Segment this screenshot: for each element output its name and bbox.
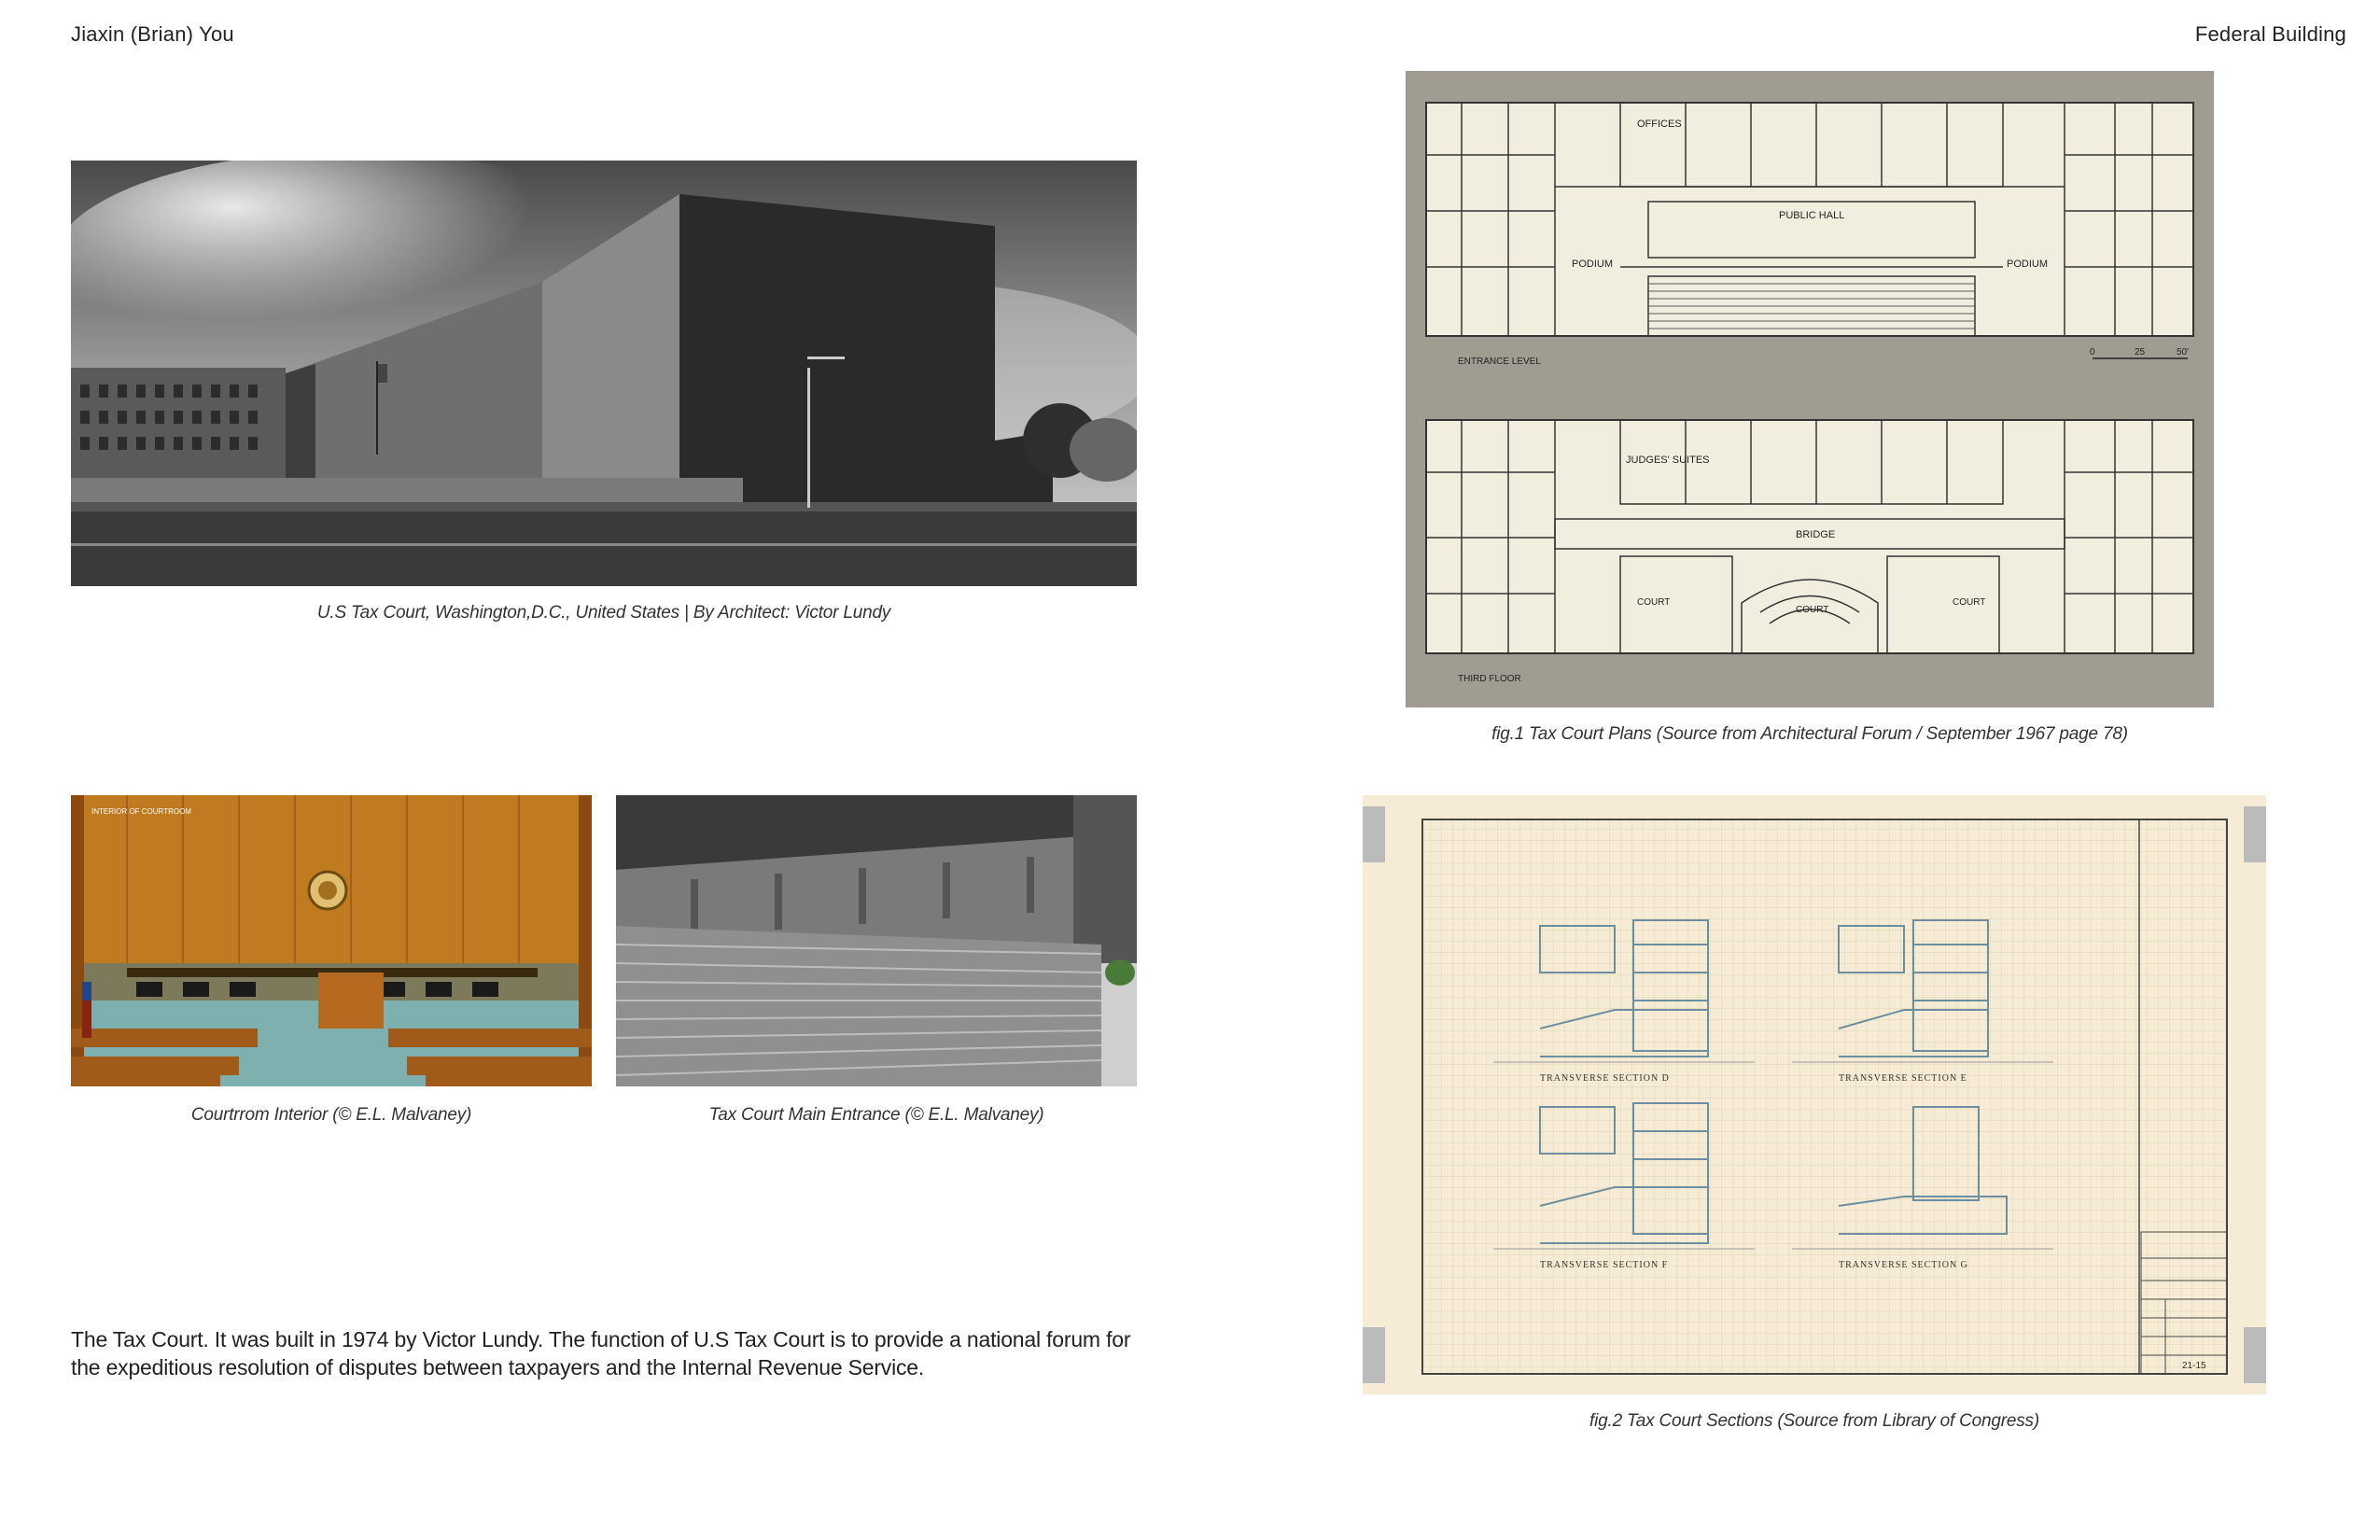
plan-label-bridge: BRIDGE <box>1796 529 1836 540</box>
section-label-d: TRANSVERSE SECTION D <box>1540 1073 1670 1084</box>
courtroom-caption: Courtrrom Interior (© E.L. Malvaney) <box>190 1105 472 1125</box>
section-sheet-number: 21-15 <box>2182 1361 2206 1371</box>
plan-label-third-floor: THIRD FLOOR <box>1458 674 1521 684</box>
plans-caption: fig.1 Tax Court Plans (Source from Architectural Forum / September 1967 page 78) <box>1491 724 2128 744</box>
section-label-g: TRANSVERSE SECTION G <box>1839 1260 1968 1270</box>
body-paragraph: The Tax Court. It was built in 1974 by Victor Lundy. The function of U.S Tax Court is to provide a national forum for the expeditious resolution of disputes between taxpayers and the Internal Revenue Service. <box>71 1327 1131 1379</box>
sections-caption: fig.2 Tax Court Sections (Source from Library of Congress) <box>1589 1411 2039 1431</box>
plan-label-judges-suites: JUDGES' SUITES <box>1626 455 1710 466</box>
plans-figure <box>1406 71 2214 707</box>
plan-label-court-right: COURT <box>1953 597 1986 608</box>
sections-figure <box>1363 795 2266 1394</box>
plan-label-court-center: COURT <box>1796 605 1829 615</box>
entrance-photo <box>616 795 1137 1086</box>
plan-label-court-left: COURT <box>1637 597 1671 608</box>
section-label-f: TRANSVERSE SECTION F <box>1540 1260 1669 1270</box>
plan-scale-25: 25 <box>2135 347 2146 357</box>
exterior-photo <box>71 161 1137 586</box>
plan-label-podium-left: PODIUM <box>1572 259 1613 270</box>
project-title: Federal Building <box>2194 22 2346 46</box>
plan-label-offices-upper: OFFICES <box>1637 119 1682 130</box>
plan-label-entrance-level: ENTRANCE LEVEL <box>1458 357 1541 367</box>
plan-scale-50: 50' <box>2177 347 2190 357</box>
section-label-e: TRANSVERSE SECTION E <box>1839 1073 1967 1084</box>
plan-label-public-hall: PUBLIC HALL <box>1779 210 1845 221</box>
author-name: Jiaxin (Brian) You <box>71 22 234 46</box>
exterior-caption: U.S Tax Court, Washington,D.C., United States | By Architect: Victor Lundy <box>316 603 891 623</box>
plan-scale-0: 0 <box>2090 347 2095 357</box>
courtroom-photo <box>71 795 592 1086</box>
entrance-caption: Tax Court Main Entrance (© E.L. Malvaney) <box>708 1105 1044 1125</box>
plan-label-podium-right: PODIUM <box>2007 259 2048 270</box>
courtroom-inset-label: INTERIOR OF COURTROOM <box>91 807 191 816</box>
